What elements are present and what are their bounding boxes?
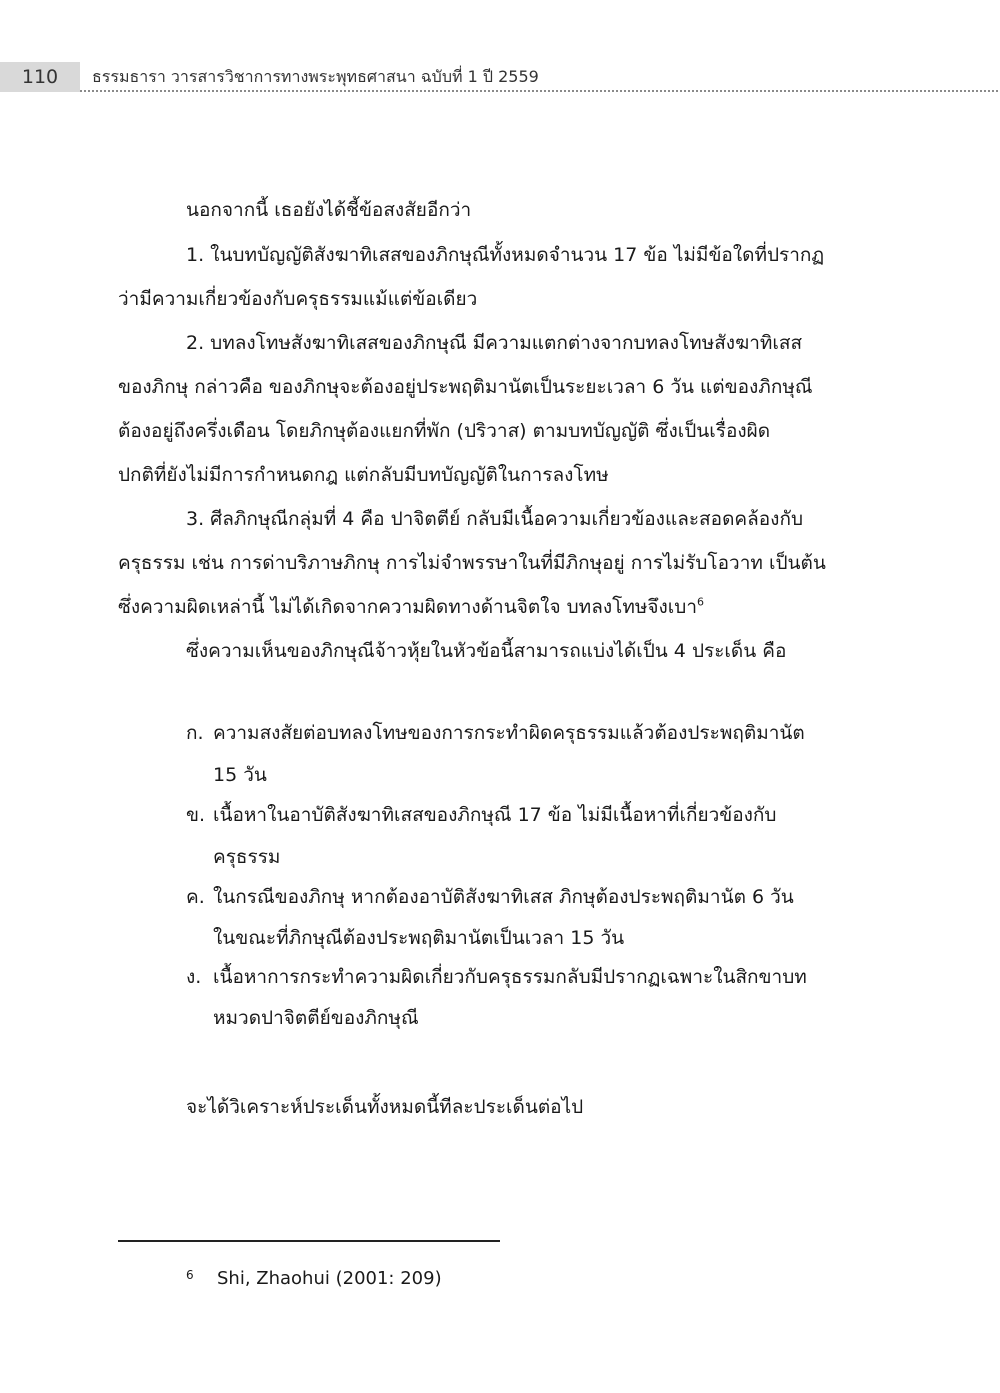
intro-line: นอกจากนี้ เธอยังได้ชี้ข้อสงสัยอีกว่า: [186, 199, 472, 221]
list-item-label: ก.: [186, 722, 204, 744]
point-3-line-3-text: ซึ่งความผิดเหล่านี้ ไม่ได้เกิดจากความผิดทางด้านจิตใจ บทลงโทษจึงเบา: [118, 596, 698, 618]
point-1-line-1: 1. ในบทบัญญัติสังฆาทิเสสของภิกษุณีทั้งหมดจำนวน 17 ข้อ ไม่มีข้อใดที่ปรากฏ: [186, 244, 825, 266]
list-item-line-1: ในกรณีของภิกษุ หากต้องอาบัติสังฆาทิเสส ภิกษุต้องประพฤติมานัต 6 วัน: [213, 886, 794, 908]
point-2-line-3: ต้องอยู่ถึงครึ่งเดือน โดยภิกษุต้องแยกที่พัก (ปริวาส) ตามบทบัญญัติ ซึ่งเป็นเรื่องผิด: [118, 420, 771, 442]
closing-line: จะได้วิเคราะห์ประเด็นทั้งหมดนี้ทีละประเด็นต่อไป: [186, 1096, 584, 1118]
page-number: 110: [0, 62, 80, 92]
point-3-line-1: 3. ศีลภิกษุณีกลุ่มที่ 4 คือ ปาจิตตีย์ กลับมีเนื้อความเกี่ยวข้องและสอดคล้องกับ: [186, 508, 804, 530]
list-item-label: ง.: [186, 966, 202, 988]
point-2-line-2: ของภิกษุ กล่าวคือ ของภิกษุจะต้องอยู่ประพฤติมานัตเป็นระยะเวลา 6 วัน แต่ของภิกษุณี: [118, 376, 813, 398]
summary-line: ซึ่งความเห็นของภิกษุณีจ้าวหุ้ยในหัวข้อนี้สามารถแบ่งได้เป็น 4 ประเด็น คือ: [186, 640, 787, 662]
page-header: [0, 62, 1000, 94]
list-item-line-2: ครุธรรม: [213, 846, 281, 868]
footnote-mark: 6: [186, 1268, 194, 1282]
list-item-line-2: หมวดปาจิตตีย์ของภิกษุณี: [213, 1007, 419, 1029]
list-item-line-1: เนื้อหาในอาบัติสังฆาทิเสสของภิกษุณี 17 ข้อ ไม่มีเนื้อหาที่เกี่ยวข้องกับ: [213, 804, 777, 826]
header-dotted-rule: [80, 90, 998, 92]
point-3-line-2: ครุธรรม เช่น การด่าบริภาษภิกษุ การไม่จำพรรษาในที่มีภิกษุอยู่ การไม่รับโอวาท เป็นต้น: [118, 552, 826, 574]
running-title: ธรรมธารา วารสารวิชาการทางพระพุทธศาสนา ฉบับที่ 1 ปี 2559: [92, 67, 539, 86]
point-2-line-4: ปกติที่ยังไม่มีการกำหนดกฎ แต่กลับมีบทบัญญัติในการลงโทษ: [118, 464, 609, 486]
footnote-rule: [118, 1240, 500, 1242]
list-item-line-2: 15 วัน: [213, 764, 267, 786]
point-2-line-1: 2. บทลงโทษสังฆาทิเสสของภิกษุณี มีความแตกต่างจากบทลงโทษสังฆาทิเสส: [186, 332, 803, 354]
footnote-text: Shi, Zhaohui (2001: 209): [217, 1268, 442, 1289]
point-3-line-3: [118, 592, 704, 622]
point-1-line-2: ว่ามีความเกี่ยวข้องกับครุธรรมแม้แต่ข้อเดียว: [118, 288, 478, 310]
list-item-label: ค.: [186, 886, 205, 908]
list-item-line-2: ในขณะที่ภิกษุณีต้องประพฤติมานัตเป็นเวลา 15 วัน: [213, 927, 625, 949]
footnote-reference[interactable]: 6: [697, 595, 705, 609]
list-item-line-1: เนื้อหาการกระทำความผิดเกี่ยวกับครุธรรมกลับมีปรากฏเฉพาะในสิกขาบท: [213, 966, 807, 988]
list-item-label: ข.: [186, 804, 206, 826]
list-item-line-1: ความสงสัยต่อบทลงโทษของการกระทำผิดครุธรรมแล้วต้องประพฤติมานัต: [213, 722, 805, 744]
